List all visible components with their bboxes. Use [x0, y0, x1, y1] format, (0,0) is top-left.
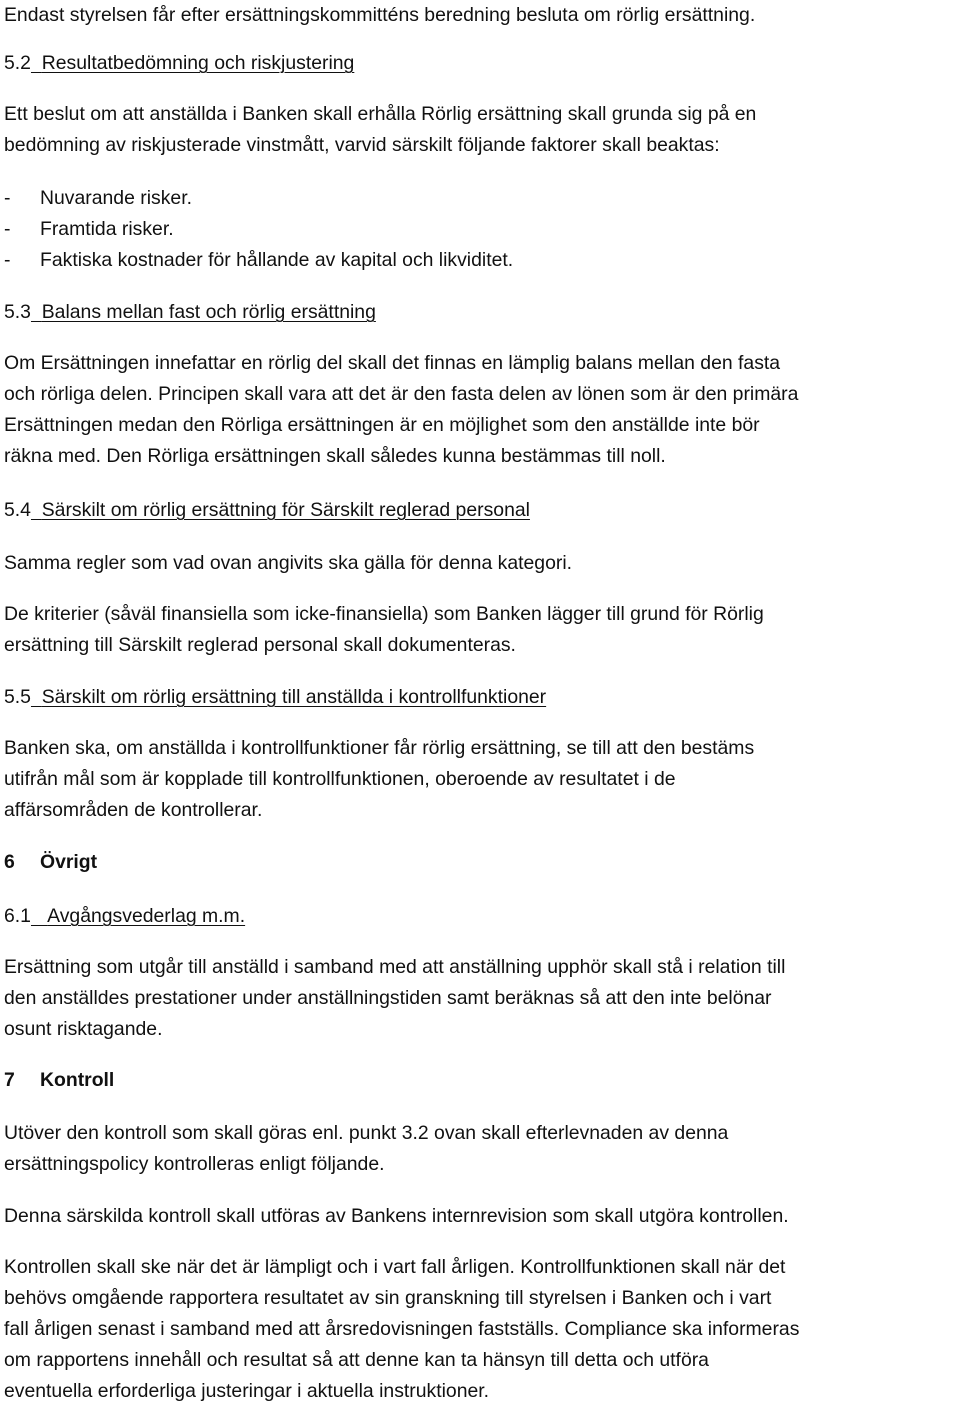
- section-7-paragraph-line: Utöver den kontroll som skall göras enl. punkt 3.2 ovan skall efterlevnaden av denna: [4, 1122, 729, 1144]
- section-5-4-paragraph: Samma regler som vad ovan angivits ska gälla för denna kategori.: [4, 552, 573, 574]
- section-7-heading: [4, 1065, 114, 1096]
- section-7-number: 7: [4, 1069, 15, 1091]
- section-5-2-paragraph-line: bedömning av riskjusterade vinstmått, varvid särskilt följande faktorer skall beaktas:: [4, 134, 720, 156]
- intro-paragraph: Endast styrelsen får efter ersättningskommitténs beredning besluta om rörlig ersättning.: [4, 4, 756, 26]
- section-6-number: 6: [4, 851, 15, 873]
- section-6-1-paragraph-line: osunt risktagande.: [4, 1018, 163, 1040]
- section-5-3-paragraph-line: Ersättningen medan den Rörliga ersättningen är en möjlighet som den anställde inte bör: [4, 414, 760, 436]
- section-5-5-paragraph-line: Banken ska, om anställda i kontrollfunktioner får rörlig ersättning, se till att den bestäms: [4, 737, 755, 759]
- section-5-5-number: 5.5: [4, 686, 31, 708]
- section-5-2-heading: [4, 48, 354, 79]
- section-7-paragraph-line: om rapportens innehåll och resultat så att denne kan ta hänsyn till detta och utföra: [4, 1349, 709, 1371]
- section-6-1-paragraph-line: den anställdes prestationer under anställningstiden samt beräknas så att den inte belönar: [4, 987, 772, 1009]
- section-5-4-paragraph-line: ersättning till Särskilt reglerad personal skall dokumenteras.: [4, 634, 516, 656]
- section-5-5-title: Särskilt om rörlig ersättning till anställda i kontrollfunktioner: [41, 686, 547, 708]
- section-5-4-title: Särskilt om rörlig ersättning för Särskilt reglerad personal: [41, 499, 530, 521]
- section-5-4-paragraph-line: De kriterier (såväl finansiella som icke-finansiella) som Banken lägger till grund för Rörlig: [4, 603, 764, 625]
- section-5-2-paragraph-line: Ett beslut om att anställda i Banken skall erhålla Rörlig ersättning skall grunda sig på en: [4, 103, 757, 125]
- list-item: - Framtida risker.: [4, 218, 174, 240]
- section-5-3-title: Balans mellan fast och rörlig ersättning: [41, 301, 376, 323]
- section-5-4-number: 5.4: [4, 499, 31, 521]
- list-item-text: Faktiska kostnader för hållande av kapital och likviditet.: [40, 249, 514, 271]
- section-5-5-paragraph-line: utifrån mål som är kopplade till kontrollfunktionen, oberoende av resultatet i de: [4, 768, 676, 790]
- section-7-paragraph-line: fall årligen senast i samband med att årsredovisningen fastställs. Compliance ska informeras: [4, 1318, 800, 1340]
- section-7-paragraph-line: Kontrollen skall ske när det är lämpligt och i vart fall årligen. Kontrollfunktionen skall när det: [4, 1256, 786, 1278]
- section-7-paragraph: Denna särskilda kontroll skall utföras av Bankens internrevision som skall utgöra kontrollen.: [4, 1205, 789, 1227]
- section-7-paragraph-line: ersättningspolicy kontrolleras enligt följande.: [4, 1153, 385, 1175]
- section-5-3-paragraph-line: Om Ersättningen innefattar en rörlig del skall det finnas en lämplig balans mellan den fasta: [4, 352, 781, 374]
- list-item: - Faktiska kostnader för hållande av kapital och likviditet.: [4, 249, 514, 271]
- section-5-3-number: 5.3: [4, 301, 31, 323]
- section-5-2-number: 5.2: [4, 52, 31, 74]
- section-6-1-title: Avgångsvederlag m.m.: [47, 905, 246, 927]
- list-item-text: Nuvarande risker.: [40, 187, 192, 209]
- section-5-5-heading: [4, 682, 546, 713]
- section-5-3-paragraph-line: och rörliga delen. Principen skall vara att det är den fasta delen av lönen som är den primära: [4, 383, 799, 405]
- section-5-2-title: Resultatbedömning och riskjustering: [41, 52, 355, 74]
- section-6-1-number: 6.1: [4, 905, 31, 927]
- section-7-title: Kontroll: [40, 1069, 115, 1091]
- section-6-heading: [4, 847, 97, 878]
- list-item-text: Framtida risker.: [40, 218, 174, 240]
- section-5-5-paragraph-line: affärsområden de kontrollerar.: [4, 799, 263, 821]
- section-7-paragraph-line: behövs omgående rapportera resultatet av sin granskning till styrelsen i Banken och i vart: [4, 1287, 772, 1309]
- section-6-title: Övrigt: [40, 851, 98, 873]
- section-6-1-heading: [4, 901, 245, 932]
- section-5-4-heading: [4, 495, 530, 526]
- section-7-paragraph-line: eventuella erforderliga justeringar i aktuella instruktioner.: [4, 1380, 490, 1402]
- section-5-3-paragraph-line: räkna med. Den Rörliga ersättningen skall således kunna bestämmas till noll.: [4, 445, 666, 467]
- list-item: - Nuvarande risker.: [4, 187, 192, 209]
- section-5-3-heading: [4, 297, 376, 328]
- section-6-1-paragraph-line: Ersättning som utgår till anställd i samband med att anställning upphör skall stå i relation till: [4, 956, 786, 978]
